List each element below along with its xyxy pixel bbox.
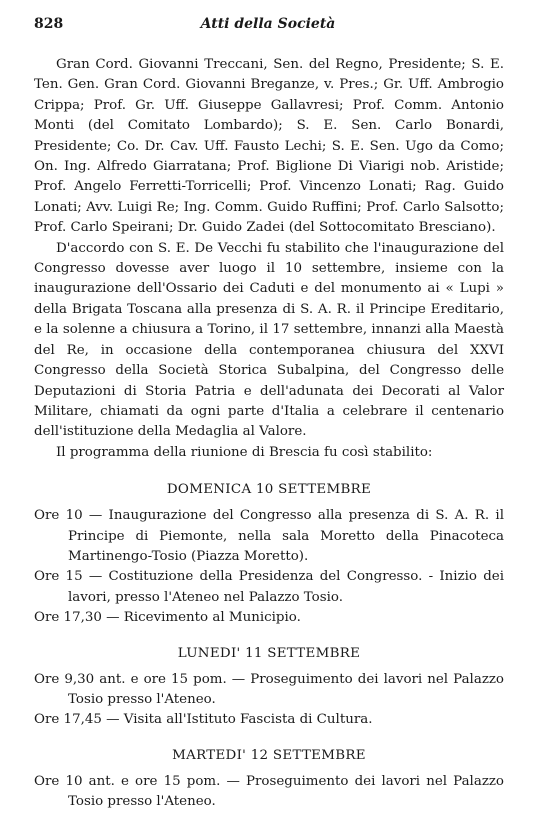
- page-body: [34, 55, 504, 813]
- program-intro-paragraph: Il programma della riunione di Brescia fu così stabilito:: [56, 444, 433, 460]
- schedule-entry: Ore 17,30 — Ricevimento al Municipio.: [34, 610, 301, 626]
- congress-schedule-paragraph: D'accordo con S. E. De Vecchi fu stabilito che l'inaugurazione del Congresso dovesse aver luogo il 10 settembre, insieme con la inaugurazione dell'Ossario dei Caduti e del monumento ai « Lupi » della Brigata Toscana alla presenza di S. A. R. il Principe Ereditario, e la solenne a chiusura a Torino, il 17 settembre, innanzi alla Maestà del Re, in occasione della contemporanea chiusura del XXVI Congresso della Società Storica Subalpina, del Congresso delle Deputazioni di Storia Patria e dell'adunata dei Decorati al Valor Militare, chiamati da ogni parte d'Italia a celebrare il centenario dell'istituzione della Medaglia al Valore.: [34, 240, 504, 440]
- schedule-entry: Ore 10 — Inaugurazione del Congresso alla presenza di S. A. R. il Principe di Piemonte, nella sala Moretto della Pinacoteca Martinengo-Tosio (Piazza Moretto).: [34, 508, 504, 564]
- committee-paragraph: Gran Cord. Giovanni Treccani, Sen. del Regno, Presidente; S. E. Ten. Gen. Gran Cord. Giovanni Breganze, v. Pres.; Gr. Uff. Ambrogio Crippa; Prof. Gr. Uff. Giuseppe Gallavresi; Prof. Comm. Antonio Monti (del Comitato Lombardo); S. E. Sen. Carlo Bonardi, Presidente; Co. Dr. Cav. Uff. Fausto Lechi; S. E. Sen. Ugo da Como; On. Ing. Alfredo Giarratana; Prof. Biglione Di Viarigi nob. Aristide; Prof. Angelo Ferretti-Torricelli; Prof. Vincenzo Lonati; Rag. Guido Lonati; Avv. Luigi Re; Ing. Comm. Guido Ruffini; Prof. Carlo Salsotto; Prof. Carlo Speirani; Dr. Guido Zadei (del Sottocomitato Bresciano).: [34, 57, 504, 236]
- schedule-entry: Ore 15 — Costituzione della Presidenza del Congresso. - Inizio dei lavori, presso l'Ateneo nel Palazzo Tosio.: [34, 569, 504, 605]
- schedule-entry: Ore 10 ant. e ore 15 pom. — Proseguimento dei lavori nel Palazzo Tosio presso l'Ateneo.: [34, 773, 504, 810]
- schedule-entry: Ore 9,30 ant. e ore 15 pom. — Proseguimento dei lavori nel Palazzo Tosio presso l'Ateneo.: [34, 671, 504, 707]
- page-number: 828: [34, 16, 64, 32]
- day-heading: LUNEDI' 11 SETTEMBRE: [177, 645, 361, 661]
- day-heading: DOMENICA 10 SETTEMBRE: [166, 482, 372, 498]
- schedule-entry: Ore 17,45 — Visita all'Istituto Fascista di Cultura.: [34, 712, 373, 728]
- day-heading: MARTEDI' 12 SETTEMBRE: [172, 747, 366, 763]
- page-header: [34, 16, 502, 36]
- running-title: Atti della Società: [200, 16, 336, 32]
